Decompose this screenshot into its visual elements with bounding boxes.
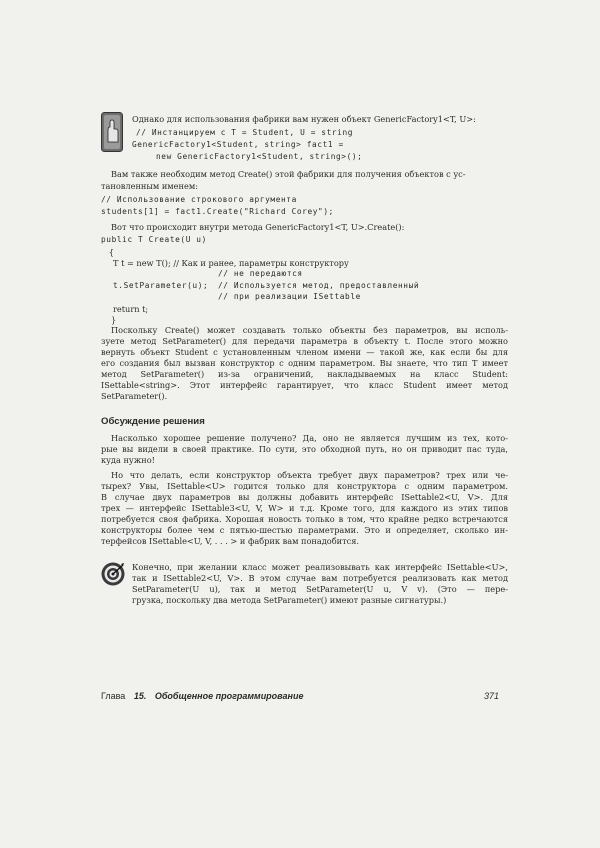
intro-text: Однако для использования фабрики вам нужен объект GenericFactory1<T, U>: (132, 114, 476, 124)
paragraph-line: конструкторы более чем с пятью-шестью параметрами. Это и определяет, сколько ин- (101, 525, 508, 535)
paragraph (101, 433, 508, 466)
code-line: new GenericFactory1<Student, string>(); (156, 152, 363, 161)
paragraph-line: тановленным именем: (101, 181, 198, 191)
code-line: GenericFactory1<Student, string> fact1 = (132, 140, 344, 149)
paragraph-line: тырех? Увы, ISettable<U> годится только для конструктора с одним параметром. (101, 481, 508, 491)
paragraph-line: вернуть объект Student с установленным членом имени — такой же, как если бы для (101, 347, 508, 357)
paragraph-line: его создания был вызван конструктор с одним параметром. Вы знаете, что тип T имеет (101, 358, 508, 368)
note-line: так и ISettable2<U, V>. В этом случае вам потребуется реализовать как метод (132, 573, 508, 583)
chapter-label: Глава (101, 691, 126, 701)
code-line: // Использование строкового аргумента (101, 195, 297, 204)
paragraph-line: терфейсов ISettable<U, V, . . . > и фабрик вам понадобится. (101, 536, 360, 546)
paragraph-line: трех — интерфейс ISettable3<U, V, W> и т.д. Кроме того, для каждого из этих типов (101, 503, 508, 513)
code-line: T t = new T(); // Как и ранее, параметры конструктору (113, 258, 349, 268)
code-line: } (111, 315, 117, 325)
target-icon (101, 562, 125, 586)
paragraph-line: Поскольку Create() может создавать только объекты без параметров, вы исполь- (111, 325, 508, 335)
paragraph-line: куда нужно! (101, 455, 155, 465)
paragraph-line: Насколько хорошее решение получено? Да, оно не является лучшим из тех, кото- (111, 433, 508, 443)
code-line: students[1] = fact1.Create("Richard Corey"); (101, 207, 334, 216)
hand-pointer-icon (101, 112, 123, 152)
code-line: // не передаются (218, 269, 303, 278)
note-line: Конечно, при желании класс может реализовывать как интерфейс ISettable<U>, (132, 562, 508, 572)
paragraph-line: Вот что происходит внутри метода GenericFactory1<T, U>.Create(): (111, 222, 405, 232)
paragraph-line: Но что делать, если конструктор объекта требует двух параметров? трех или че- (111, 470, 508, 480)
code-line: t.SetParameter(u); (113, 281, 209, 290)
note-line: грузка, поскольку два метода SetParameter() имеют разные сигнатуры.) (132, 595, 447, 605)
note-line: SetParameter(U u), так и метод SetParameter(U u, V v). (Это — пере- (132, 584, 508, 594)
paragraph-line: SetParameter(). (101, 391, 168, 401)
code-line: return t; (113, 304, 149, 314)
code-line: public T Create(U u) (101, 235, 207, 244)
running-footer (101, 691, 303, 701)
paragraph (101, 325, 508, 402)
code-line: // при реализации ISettable (218, 292, 361, 301)
paragraph-line: ISettable<string>. Этот интерфейс гарантирует, что класс Student имеет метод (101, 380, 508, 390)
code-line: // Используется метод, предоставленный (218, 281, 420, 290)
paragraph-line: Вам также необходим метод Create() этой фабрики для получения объектов с ус- (111, 169, 466, 179)
paragraph-line: метод SetParameter() из-за ограничений, накладываемых на класс Student: (101, 369, 508, 379)
section-heading: Обсуждение решения (101, 416, 205, 427)
code-line: // Инстанцируем с T = Student, U = string (136, 128, 354, 137)
chapter-title: Обобщенное программирование (154, 691, 304, 701)
note (132, 562, 508, 606)
code-line: { (109, 248, 115, 257)
page-number: 371 (484, 691, 500, 701)
chapter-number: 15. (133, 691, 147, 701)
paragraph-line: рые вы видели в своей практике. По сути, это обходной путь, но он приводит пас туда, (101, 444, 508, 454)
paragraph-line: В случае двух параметров вы должны добавить интерфейс ISettable2<U, V>. Для (101, 492, 508, 502)
paragraph-line: потребуется своя фабрика. Хорошая новость только в том, что крайне редко встречаются (101, 514, 508, 524)
paragraph (101, 470, 508, 547)
paragraph-line: зуете метод SetParameter() для передачи параметра в объекту t. После этого можно (101, 336, 508, 346)
